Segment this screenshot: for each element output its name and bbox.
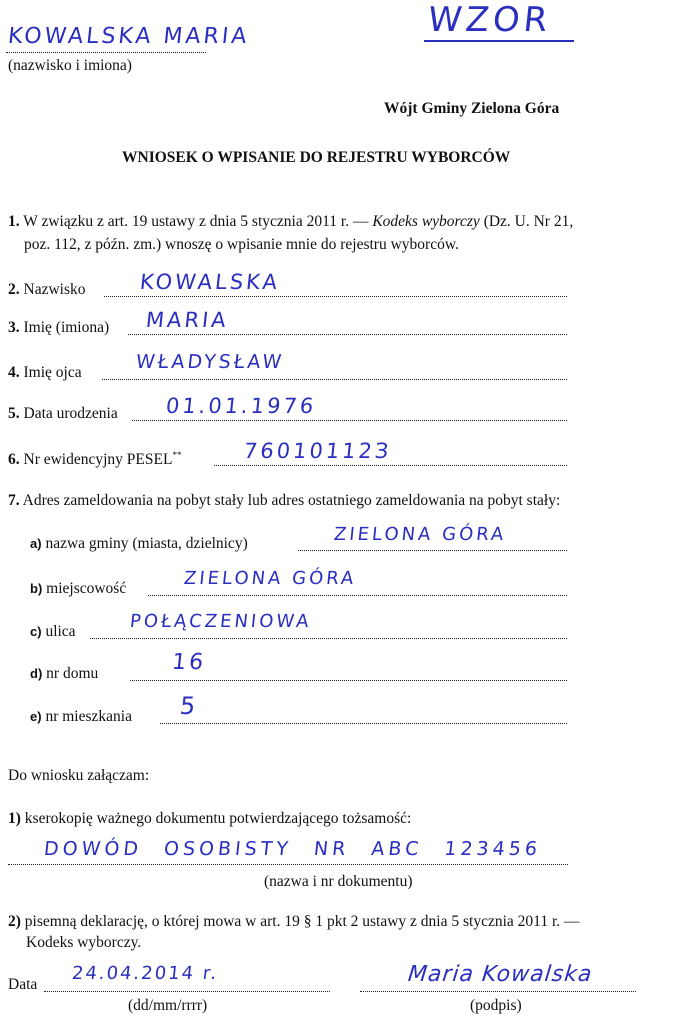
- item1-text-a: W związku z art. 19 ustawy z dnia 5 stycznia 2011 r. —: [23, 213, 369, 230]
- address-miejscowosc-label: [30, 580, 126, 598]
- applicant-name-dotline: [6, 52, 206, 53]
- applicant-name-value: KOWALSKA MARIA: [6, 24, 251, 49]
- address-nr-domu-value: 16: [170, 650, 208, 675]
- address-miejscowosc-dotline: [148, 595, 567, 596]
- field-label: Data urodzenia: [23, 405, 118, 422]
- date-value: 24.04.2014 r.: [70, 963, 220, 984]
- stamp-wzor: WZOR: [425, 0, 554, 40]
- attach2-line2: Kodeks wyborczy.: [26, 934, 142, 951]
- address-nr-mieszkania-label: [30, 708, 132, 726]
- item1-number: 1.: [8, 213, 20, 230]
- address-ulica-value: POŁĄCZENIOWA: [128, 611, 313, 632]
- field-label: Nr ewidencyjny PESEL: [23, 451, 173, 469]
- stamp-underline: [424, 40, 574, 42]
- field-imie-ojca-label: [8, 364, 82, 382]
- field-imie-ojca-value: WŁADYSŁAW: [134, 351, 286, 373]
- field-pesel-dotline: [214, 465, 567, 466]
- attach1-value: DOWÓD OSOBISTY NR ABC 123456: [42, 838, 543, 860]
- address-nr-domu-dotline: [130, 680, 567, 681]
- attach2-line1: [8, 913, 580, 931]
- attach2-number: 2): [8, 913, 21, 930]
- attach1-number: 1): [8, 810, 21, 827]
- address-letter: c): [30, 624, 42, 639]
- attach-heading: Do wniosku załączam:: [8, 767, 150, 784]
- address-ulica-label: [30, 623, 76, 641]
- address-nr-mieszkania-dotline: [160, 723, 567, 724]
- date-dotline: [44, 991, 330, 992]
- address-nr-mieszkania-value: 5: [178, 692, 200, 720]
- field-imie-label: [8, 319, 109, 337]
- attach1-label: kserokopię ważnego dokumentu potwierdzającego tożsamość:: [24, 810, 412, 827]
- signature-caption: (podpis): [470, 997, 522, 1014]
- field-number: 6.: [8, 451, 20, 469]
- attach1-text: [8, 810, 411, 828]
- attach1-dotline: [8, 864, 568, 865]
- field-number: 5.: [8, 405, 20, 422]
- field-pesel-value: 76010112З: [242, 439, 393, 463]
- address-gmina-label: [30, 535, 248, 553]
- date-caption: (dd/mm/rrrr): [128, 997, 208, 1014]
- field-data-urodzenia-value: 01.01.1976: [164, 394, 318, 418]
- field-imie-ojca-dotline: [102, 379, 567, 380]
- addressee: Wójt Gminy Zielona Góra: [384, 100, 560, 117]
- address-miejscowosc-value: ZIELONA GÓRA: [182, 568, 358, 589]
- item7-number: 7.: [8, 492, 20, 509]
- address-letter: e): [30, 709, 42, 724]
- signature-dotline: [360, 991, 636, 992]
- address-label: nazwa gminy (miasta, dzielnicy): [45, 535, 248, 552]
- address-label: nr domu: [46, 665, 99, 682]
- field-nazwisko-value: KOWALSKA: [138, 270, 282, 294]
- field-label: Imię ojca: [23, 364, 82, 381]
- address-letter: a): [30, 536, 42, 551]
- attach2-label: pisemną deklarację, o której mowa w art. 19 § 1 pkt 2 ustawy z dnia 5 stycznia 2011 r. —: [24, 913, 580, 930]
- field-imie-dotline: [128, 334, 567, 335]
- item1-line2: poz. 112, z późn. zm.) wnoszę o wpisanie mnie do rejestru wyborców.: [24, 236, 459, 253]
- item7-text: Adres zameldowania na pobyt stały lub adres ostatniego zameldowania na pobyt stały:: [22, 492, 561, 509]
- address-gmina-value: ZIELONA GÓRA: [332, 524, 508, 545]
- item1-line1: [8, 213, 573, 231]
- field-number: 3.: [8, 319, 20, 336]
- address-nr-domu-label: [30, 665, 98, 683]
- field-nazwisko-dotline: [104, 296, 567, 297]
- applicant-name-caption: (nazwisko i imiona): [8, 57, 132, 74]
- address-label: nr mieszkania: [45, 708, 132, 725]
- field-nazwisko-label: [8, 281, 86, 299]
- address-ulica-dotline: [90, 638, 567, 639]
- attach1-caption: (nazwa i nr dokumentu): [264, 873, 413, 890]
- address-letter: d): [30, 666, 43, 681]
- item1-text-b: (Dz. U. Nr 21,: [483, 213, 574, 230]
- item1-text-italic: Kodeks wyborczy: [372, 213, 480, 230]
- address-label: miejscowość: [46, 580, 127, 597]
- field-number: 2.: [8, 281, 20, 298]
- address-letter: b): [30, 581, 43, 596]
- address-label: ulica: [45, 623, 76, 640]
- field-pesel-label: [8, 450, 181, 469]
- field-imie-value: MARIA: [144, 308, 230, 332]
- field-label: Imię (imiona): [23, 319, 110, 336]
- field-data-urodzenia-label: [8, 405, 118, 423]
- field-footnote-mark: **: [172, 450, 182, 460]
- item7-label: [8, 492, 560, 510]
- address-gmina-dotline: [298, 550, 567, 551]
- page-title: WNIOSEK O WPISANIE DO REJESTRU WYBORCÓW: [122, 149, 511, 166]
- field-label: Nazwisko: [23, 281, 86, 298]
- date-label: Data: [8, 976, 38, 993]
- signature-value: Maria Kowalska: [406, 962, 594, 987]
- field-number: 4.: [8, 364, 20, 381]
- field-data-urodzenia-dotline: [132, 420, 567, 421]
